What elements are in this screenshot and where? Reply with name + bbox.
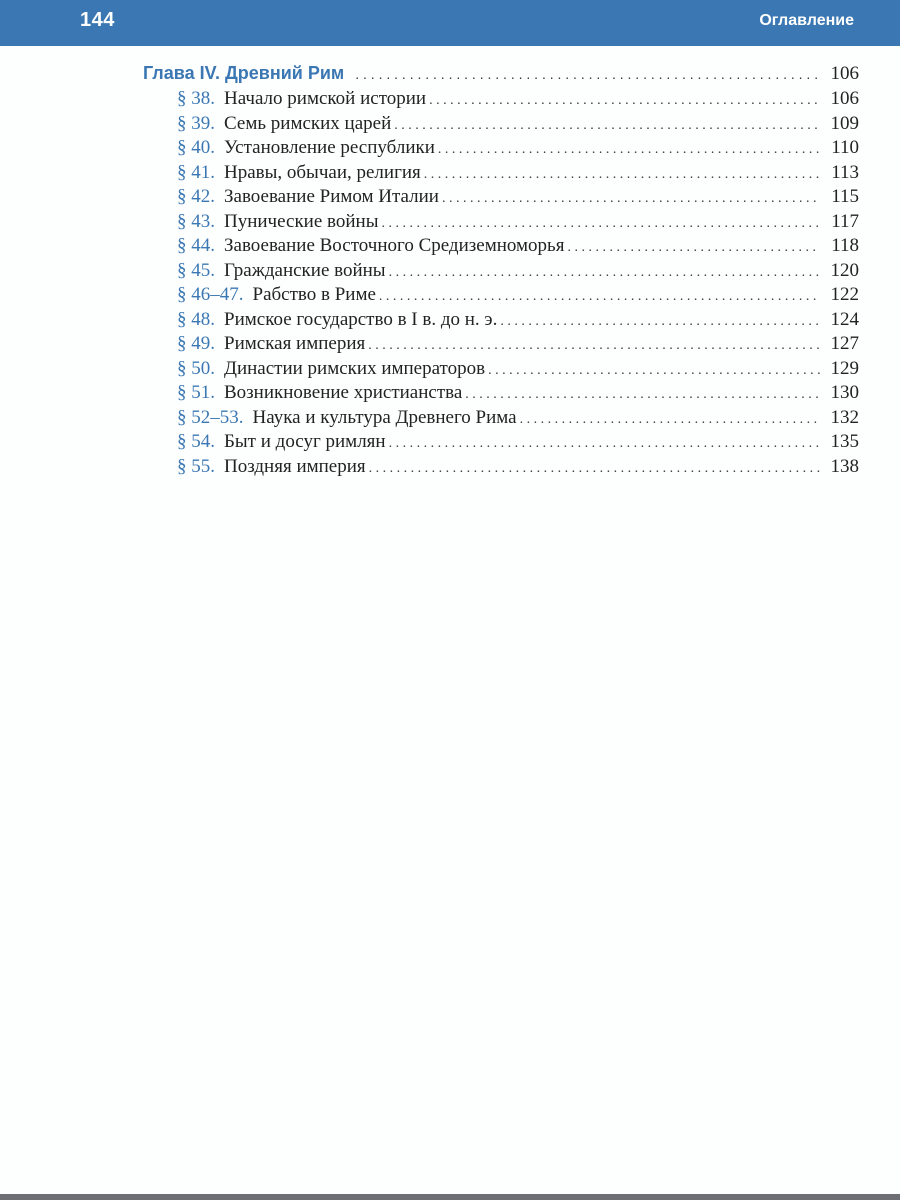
paragraph-number: § 55. [177,455,215,477]
table-of-contents [143,63,859,480]
paragraph-number: § 41. [177,161,215,183]
entry-page-number: 129 [830,357,859,379]
paragraph-number: § 39. [177,112,215,134]
dot-leader [567,240,820,256]
section-title: Оглавление [759,12,854,29]
toc-chapter-row[interactable] [143,63,859,88]
entry-page-number: 106 [830,88,859,109]
dot-leader [424,167,820,183]
entry-title: Возникновение христианства [224,382,463,403]
toc-entry[interactable] [143,309,859,334]
dot-leader [429,93,820,109]
toc-entry[interactable] [143,407,859,432]
dot-leader [389,436,820,452]
entry-title: Римское государство в I в. до н. э. [224,308,498,330]
page-number: 144 [80,9,115,31]
paragraph-number: § 38. [177,88,215,109]
toc-entry[interactable] [143,333,859,358]
entry-title: Начало римской истории [224,88,427,109]
toc-entry[interactable] [143,186,859,211]
toc-entry[interactable] [143,358,859,383]
entry-title: Римская империя [224,333,366,354]
entry-title: Династии римских императоров [224,357,486,379]
dot-leader [355,66,820,82]
page-bottom-edge [0,1194,900,1200]
dot-leader [368,338,820,354]
paragraph-number: § 42. [177,186,215,207]
chapter-page-number: 106 [830,63,859,84]
entry-page-number: 132 [830,406,859,428]
dot-leader [500,314,820,330]
toc-entry[interactable] [143,88,859,113]
entry-page-number: 109 [830,112,859,134]
entry-title: Наука и культура Древнего Рима [252,406,517,428]
paragraph-number: § 46–47. [177,284,244,305]
dot-leader [394,118,820,134]
paragraph-number: § 40. [177,137,215,158]
entry-title: Пунические войны [224,210,379,232]
entry-title: Завоевание Восточного Средиземноморья [224,235,565,256]
toc-entry[interactable] [143,431,859,456]
entry-title: Нравы, обычаи, религия [224,161,421,183]
toc-entry[interactable] [143,260,859,285]
entry-page-number: 122 [830,284,859,305]
toc-entry[interactable] [143,284,859,309]
paragraph-number: § 50. [177,357,215,379]
paragraph-number: § 48. [177,308,215,330]
chapter-title: Глава IV. Древний Рим [143,63,345,83]
entry-page-number: 138 [830,455,859,477]
toc-entry[interactable] [143,137,859,162]
paragraph-number: § 49. [177,333,215,354]
entry-title: Рабство в Риме [252,284,376,305]
paragraph-number: § 44. [177,235,215,256]
entry-page-number: 110 [831,137,859,158]
dot-leader [369,461,820,477]
dot-leader [389,265,820,281]
dot-leader [488,363,820,379]
entry-page-number: 115 [831,186,859,207]
entry-page-number: 127 [830,333,859,354]
entry-page-number: 124 [830,308,859,330]
entry-title: Установление республики [224,137,435,158]
entry-page-number: 135 [830,431,859,452]
paragraph-number: § 45. [177,259,215,281]
header-bar [0,0,900,46]
entry-page-number: 117 [831,210,859,232]
entry-title: Завоевание Римом Италии [224,186,439,207]
dot-leader [438,142,820,158]
paragraph-number: § 52–53. [177,406,244,428]
dot-leader [465,387,820,403]
entry-page-number: 120 [830,259,859,281]
toc-entry[interactable] [143,162,859,187]
entry-title: Гражданские войны [224,259,386,281]
entry-page-number: 130 [830,382,859,403]
toc-entry[interactable] [143,235,859,260]
entry-page-number: 113 [831,161,859,183]
dot-leader [520,412,820,428]
entry-title: Поздняя империя [224,455,366,477]
paragraph-number: § 54. [177,431,215,452]
entry-title: Быт и досуг римлян [224,431,386,452]
toc-entry[interactable] [143,211,859,236]
dot-leader [379,289,820,305]
dot-leader [442,191,820,207]
toc-entry[interactable] [143,456,859,481]
toc-entry[interactable] [143,113,859,138]
dot-leader [381,216,820,232]
toc-entry[interactable] [143,382,859,407]
entry-title: Семь римских царей [224,112,392,134]
paragraph-number: § 51. [177,382,215,403]
paragraph-number: § 43. [177,210,215,232]
entry-page-number: 118 [831,235,859,256]
